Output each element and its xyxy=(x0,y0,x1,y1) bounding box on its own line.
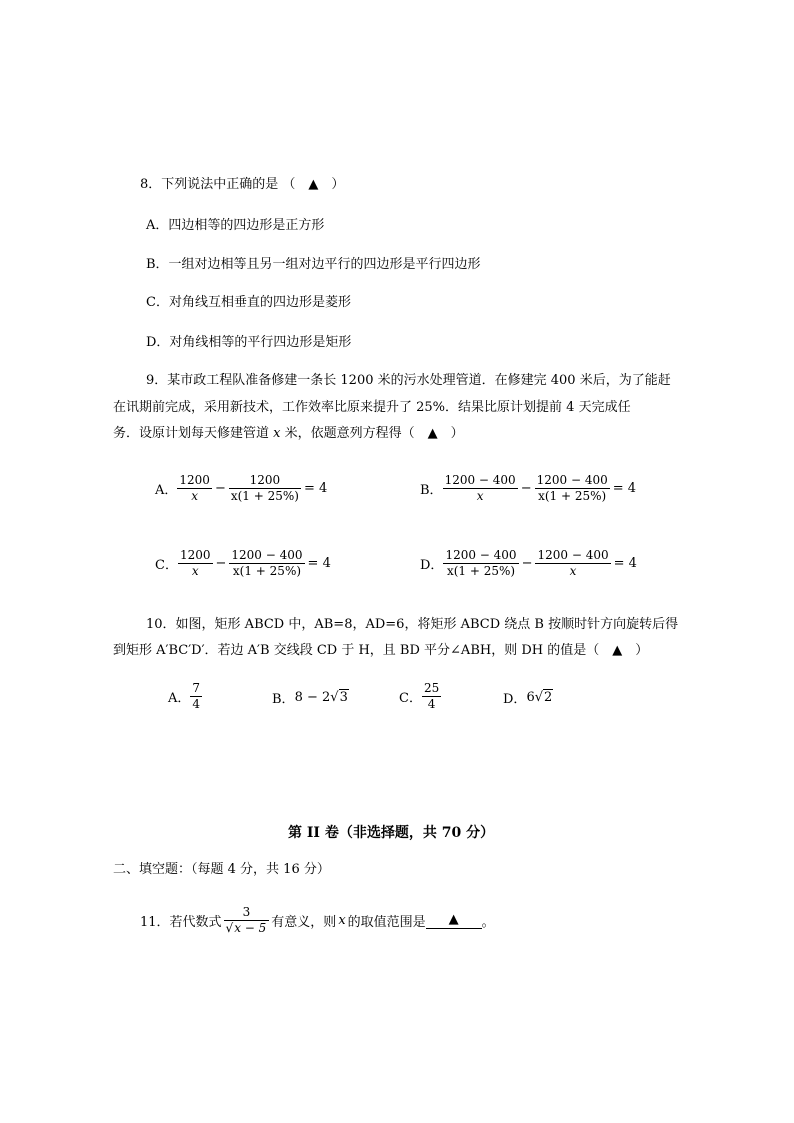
q10-line-1: 10．如图，矩形 ABCD 中，AB=8，AD=6，将矩形 ABCD 绕点 B 按顺时针方向旋转后得 xyxy=(146,617,679,632)
q8-stem: 8．下列说法中正确的是 （ ▲ ） xyxy=(140,177,345,192)
q10-line-2: 到矩形 A′BC′D′．若边 A′B 交线段 CD 于 H，且 BD 平分∠ABH，则 DH 的值是（ ▲ ） xyxy=(113,643,649,658)
q8-option-c: C．对角线互相垂直的四边形是菱形 xyxy=(146,295,351,310)
q8-option-b: B．一组对边相等且另一组对边平行的四边形是平行四边形 xyxy=(146,257,481,272)
section-2-title: 第 II 卷（非选择题，共 70 分） xyxy=(288,825,495,841)
q9-option-a: A． $\frac{1200}{x}$ − $\frac{1200}{x(1 + 25\%)}$ = 4 xyxy=(155,473,328,503)
q9-line-3: 务．设原计划每天修建管道 x 米，依题意列方程得（ ▲ ） xyxy=(113,426,464,441)
q10-option-c: C． $\frac{25}{4}$ xyxy=(399,681,440,711)
q9-option-b: B． $\frac{1200 - 400}{x}$ − $\frac{1200 - 400}{x(1 + 25\%)}$ = 4 xyxy=(420,473,637,503)
q11-answer-blank: ▲ xyxy=(426,912,482,929)
q9-option-d: D． $\frac{1200 - 400}{x(1 + 25\%)}$ − $\frac{1200 - 400}{x}$ = 4 xyxy=(420,548,637,578)
q10-option-b: B． 8 − 2 √3 xyxy=(272,690,348,707)
q9-option-c: C． $\frac{1200}{x}$ − $\frac{1200 - 400}{x(1 + 25\%)}$ = 4 xyxy=(155,548,331,578)
q9-line-1: 9．某市政工程队准备修建一条长 1200 米的污水处理管道．在修建完 400 米后，为了能赶 xyxy=(146,373,671,388)
q10-option-a: A． $\frac{7}{4}$ xyxy=(168,681,201,711)
q11: 11．若代数式 $\frac{3}{√x - 5}$ 有意义，则 x 的取值范围是 ▲ 。 xyxy=(140,905,495,935)
fill-in-heading: 二、填空题：（每题 4 分，共 16 分） xyxy=(113,862,330,877)
q9-line-2: 在讯期前完成，采用新技术，工作效率比原来提升了 25%．结果比原计划提前 4 天完成任 xyxy=(113,400,631,415)
q8-option-d: D．对角线相等的平行四边形是矩形 xyxy=(146,335,352,350)
q10-option-d: D． 6 √2 xyxy=(503,690,553,707)
q8-option-a: A．四边相等的四边形是正方形 xyxy=(146,218,325,233)
